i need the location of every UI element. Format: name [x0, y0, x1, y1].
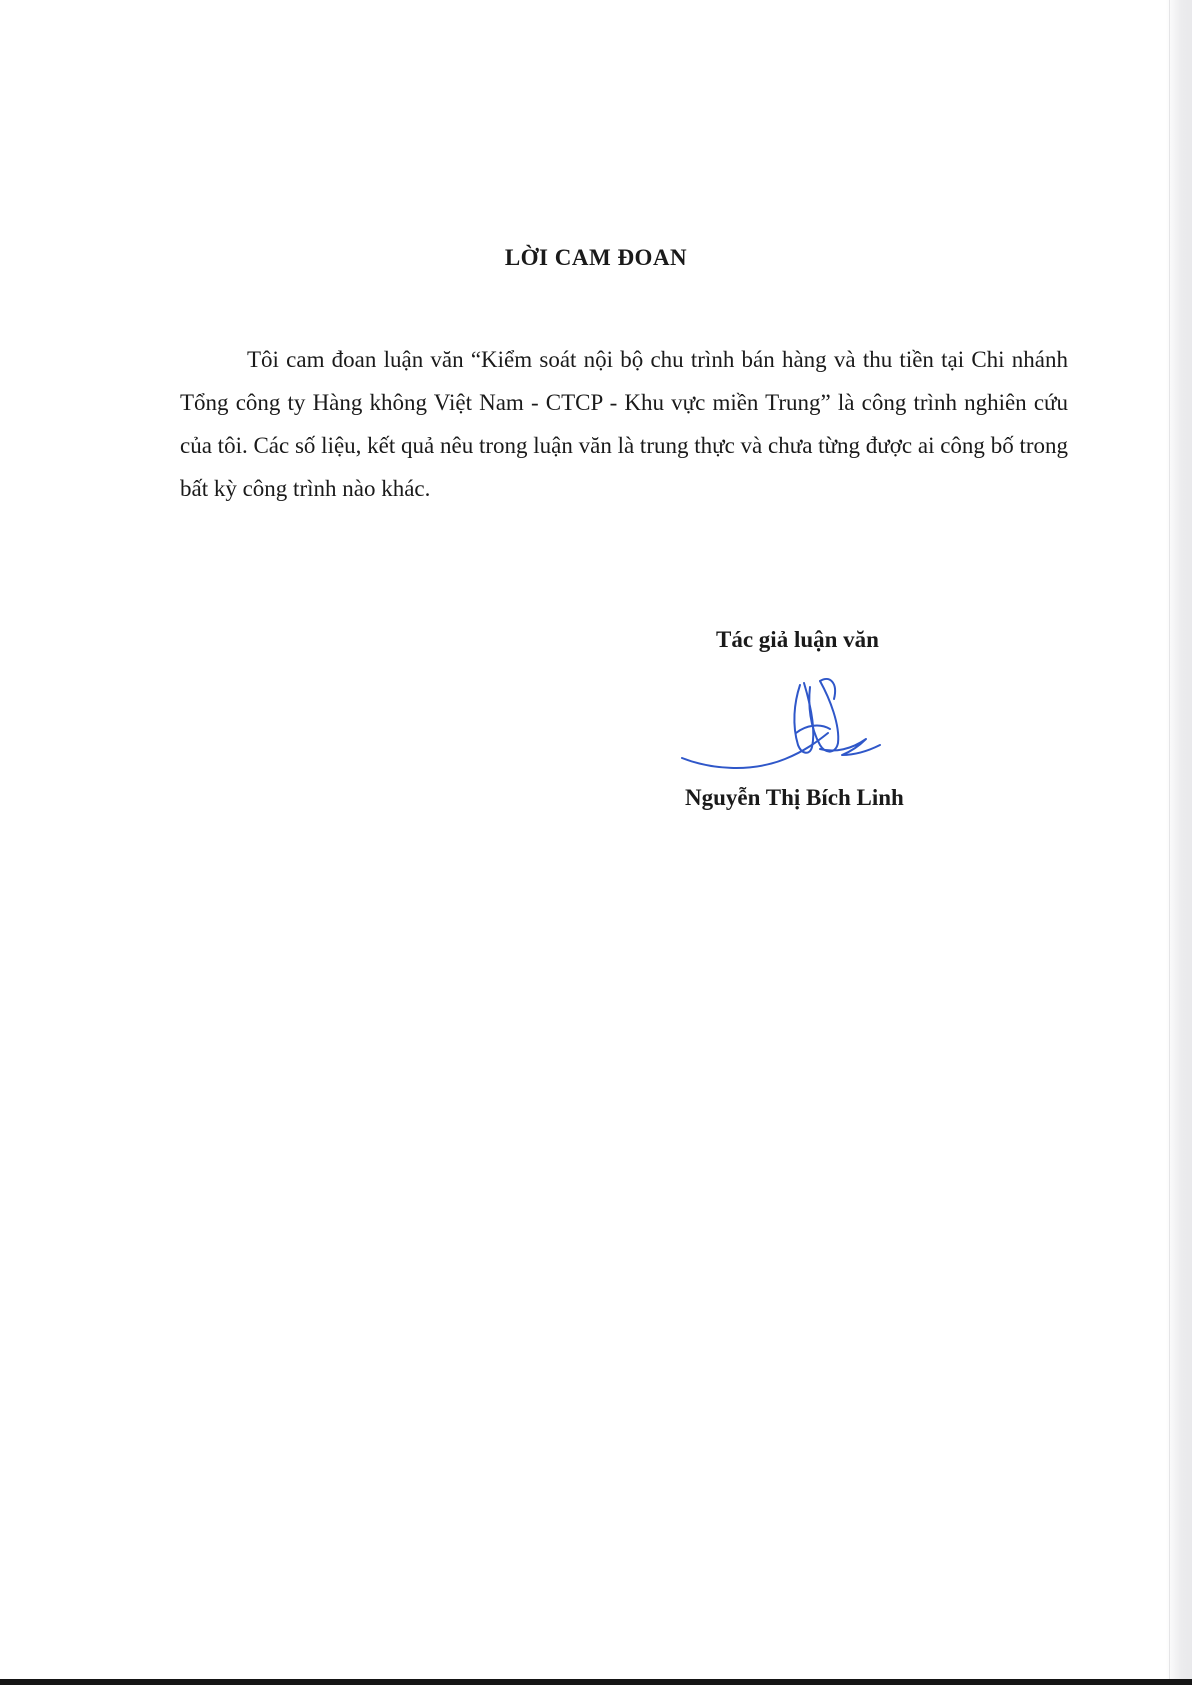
scan-bottom-edge	[0, 1679, 1192, 1685]
page-title: LỜI CAM ĐOAN	[504, 245, 688, 270]
scan-edge-line	[1169, 0, 1170, 1685]
handwritten-signature	[670, 663, 890, 783]
author-label: Tác giả luận văn	[716, 627, 879, 652]
declaration-paragraph: Tôi cam đoan luận văn “Kiểm soát nội bộ chu trình bán hàng và thu tiền tại Chi nhánh Tổng công ty Hàng không Việt Nam - CTCP - Khu vực miền Trung” là công trình nghiên cứu của tôi. Các số liệu, kết quả nêu trong luận văn là trung thực và chưa từng được ai công bố trong bất kỳ công trình nào khác.	[180, 347, 1068, 501]
author-name: Nguyễn Thị Bích Linh	[685, 785, 904, 810]
